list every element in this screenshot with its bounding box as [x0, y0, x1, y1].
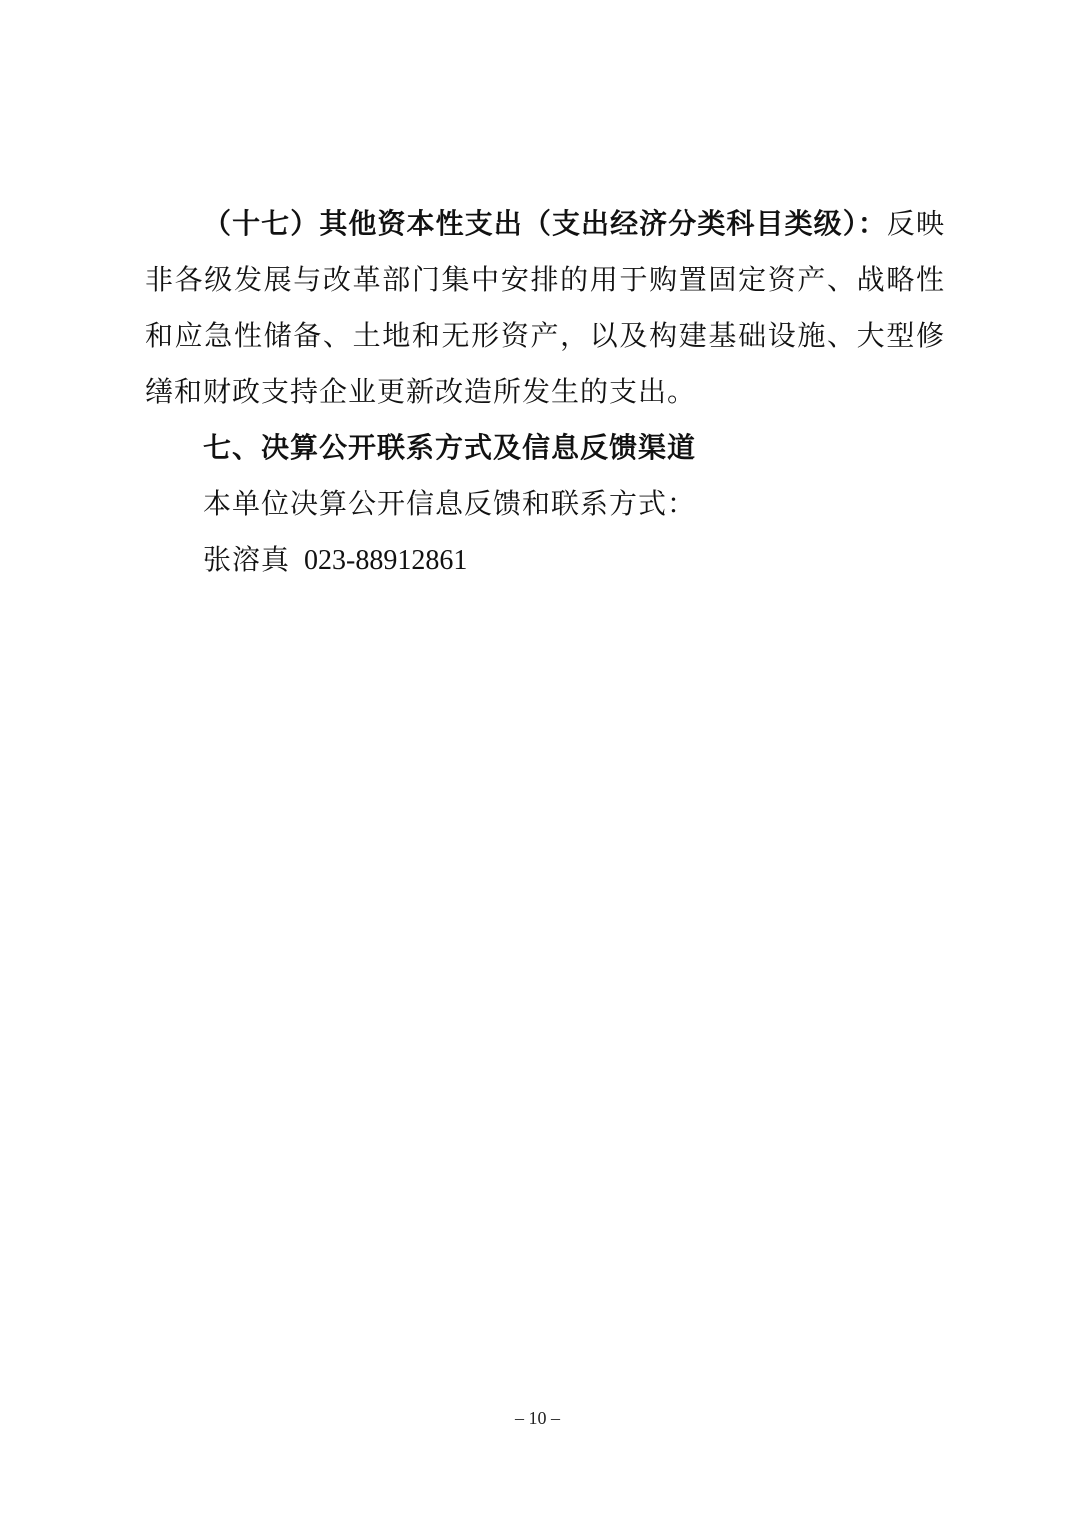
section-heading: 七、决算公开联系方式及信息反馈渠道	[203, 431, 697, 464]
definition-body: 反映非各级发展与改革部门集中安排的用于购置固定资产、战略性和应急性储备、土地和无形资产，以及构建基础设施、大型修缮和财政支持企业更新改造所发生的支出。	[145, 207, 945, 408]
contact-line	[145, 532, 945, 589]
contact-phone: 023-88912861	[304, 545, 468, 576]
contact-name: 张溶真	[203, 543, 291, 576]
definition-paragraph	[145, 196, 945, 420]
page-content	[145, 196, 945, 589]
contact-intro: 本单位决算公开信息反馈和联系方式：	[203, 487, 697, 520]
definition-term: （十七）其他资本性支出（支出经济分类科目类级）：	[203, 207, 887, 240]
page-number: – 10 –	[515, 1408, 560, 1428]
